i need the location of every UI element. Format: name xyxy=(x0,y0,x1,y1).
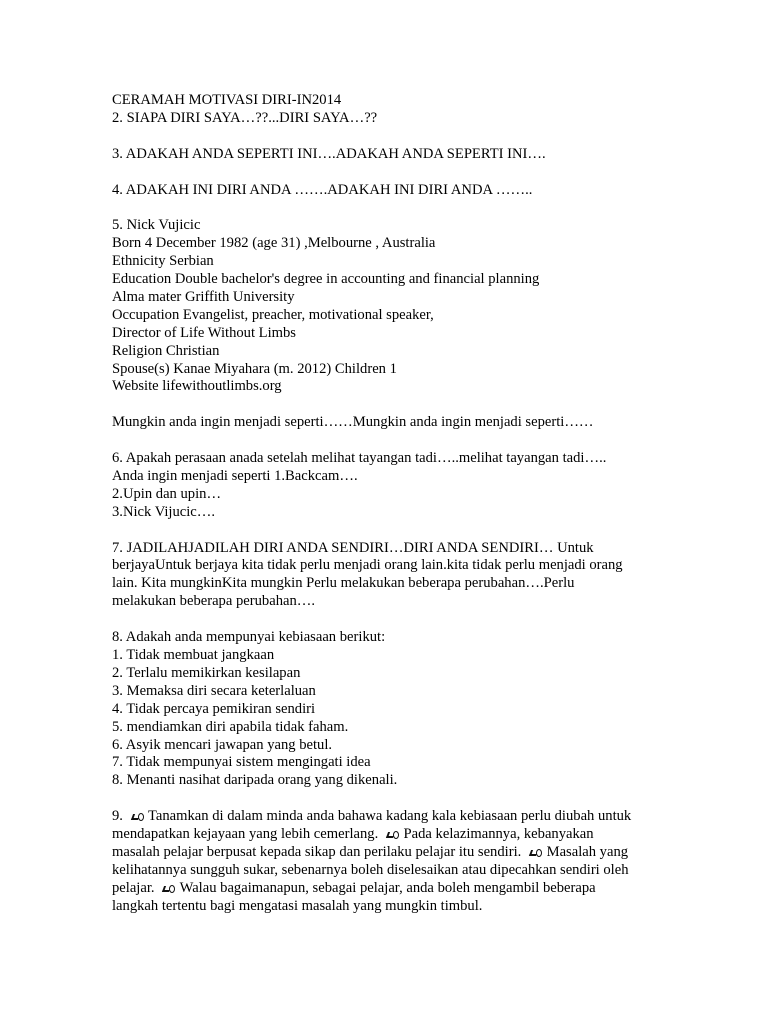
blank-line xyxy=(112,396,752,414)
list-item: 8. Menanti nasihat daripada orang yang dikenali. xyxy=(112,772,398,789)
section-9-prefix: 9. xyxy=(112,808,123,825)
section-2-text: 2. SIAPA DIRI SAYA…??...DIRI SAYA…?? xyxy=(112,109,378,126)
profile-occupation: Occupation Evangelist, preacher, motivational speaker, xyxy=(112,306,434,323)
section-7-line-4: melakukan beberapa perubahan…. xyxy=(112,593,316,610)
list-item: 2. Terlalu memikirkan kesilapan xyxy=(112,664,301,681)
section-9-text: masalah pelajar berpusat kepada sikap dan perilaku pelajar itu sendiri. xyxy=(112,843,522,860)
bullet-icon xyxy=(386,829,398,839)
section-9-text: Walau bagaimanapun, sebagai pelajar, anda boleh mengambil beberapa xyxy=(179,879,596,896)
mungkin-line: Mungkin anda ingin menjadi seperti……Mungkin anda ingin menjadi seperti…… xyxy=(112,414,594,431)
section-7 xyxy=(112,540,752,612)
document-page xyxy=(112,92,752,916)
list-item: 6. Asyik mencari jawapan yang betul. xyxy=(112,736,333,753)
bullet-icon xyxy=(131,811,143,821)
blank-line xyxy=(112,522,752,540)
section-9-line-1 xyxy=(112,808,752,826)
blank-line xyxy=(112,128,752,146)
profile-website: Website lifewithoutlimbs.org xyxy=(112,378,282,395)
section-9 xyxy=(112,808,752,915)
blank-line xyxy=(112,611,752,629)
section-9-line-3 xyxy=(112,844,752,862)
section-9-line-6: langkah tertentu bagi mengatasi masalah yang mungkin timbul. xyxy=(112,897,483,914)
section-8-heading: 8. Adakah anda mempunyai kebiasaan berikut: xyxy=(112,629,386,646)
profile-born: Born 4 December 1982 (age 31) ,Melbourne , Australia xyxy=(112,235,436,252)
blank-line xyxy=(112,199,752,217)
section-7-line-2: berjayaUntuk berjaya kita tidak perlu menjadi orang lain.kita tidak perlu menjadi orang xyxy=(112,557,623,574)
profile-spouse: Spouse(s) Kanae Miyahara (m. 2012) Children 1 xyxy=(112,360,397,377)
section-9-text: Tanamkan di dalam minda anda bahawa kadang kala kebiasaan perlu diubah untuk xyxy=(148,808,632,825)
profile-alma-mater: Alma mater Griffith University xyxy=(112,288,295,305)
section-6 xyxy=(112,450,752,522)
section-6-line-3: 2.Upin dan upin… xyxy=(112,485,222,502)
list-item: 3. Memaksa diri secara keterlaluan xyxy=(112,682,316,699)
profile-religion: Religion Christian xyxy=(112,342,220,359)
section-8 xyxy=(112,629,752,790)
section-9-text: mendapatkan kejayaan yang lebih cemerlang. xyxy=(112,826,379,843)
list-item: 7. Tidak mempunyai sistem mengingati idea xyxy=(112,754,371,771)
section-7-line-3: lain. Kita mungkinKita mungkin Perlu melakukan beberapa perubahan….Perlu xyxy=(112,575,575,592)
section-9-line-4: kelihatannya sungguh sukar, sebenarnya boleh diselesaikan atau dipecahkan sendiri oleh xyxy=(112,861,629,878)
section-6-line-2: Anda ingin menjadi seperti 1.Backcam…. xyxy=(112,467,358,484)
section-7-line-1: 7. JADILAHJADILAH DIRI ANDA SENDIRI…DIRI ANDA SENDIRI… Untuk xyxy=(112,539,594,556)
section-9-text: pelajar. xyxy=(112,879,155,896)
section-5-profile xyxy=(112,217,752,396)
document-title: CERAMAH MOTIVASI DIRI-IN2014 xyxy=(112,92,342,108)
list-item: 4. Tidak percaya pemikiran sendiri xyxy=(112,700,316,717)
blank-line xyxy=(112,164,752,182)
bullet-icon xyxy=(529,847,541,857)
list-item: 1. Tidak membuat jangkaan xyxy=(112,646,275,663)
section-3-text: 3. ADAKAH ANDA SEPERTI INI….ADAKAH ANDA SEPERTI INI…. xyxy=(112,145,546,162)
section-9-text: Pada kelazimannya, kebanyakan xyxy=(403,826,594,843)
section-9-line-5 xyxy=(112,880,752,898)
list-item: 5. mendiamkan diri apabila tidak faham. xyxy=(112,718,349,735)
section-9-line-2 xyxy=(112,826,752,844)
profile-director: Director of Life Without Limbs xyxy=(112,324,296,341)
blank-line xyxy=(112,432,752,450)
section-4-text: 4. ADAKAH INI DIRI ANDA …….ADAKAH INI DIRI ANDA …….. xyxy=(112,181,533,198)
section-9-text: Masalah yang xyxy=(546,843,629,860)
profile-heading: 5. Nick Vujicic xyxy=(112,217,201,234)
profile-education: Education Double bachelor's degree in accounting and financial planning xyxy=(112,271,540,288)
profile-ethnicity: Ethnicity Serbian xyxy=(112,253,214,270)
bullet-icon xyxy=(162,883,174,893)
blank-line xyxy=(112,790,752,808)
section-6-line-4: 3.Nick Vijucic…. xyxy=(112,503,216,520)
section-6-line-1: 6. Apakah perasaan anada setelah melihat tayangan tadi…..melihat tayangan tadi….. xyxy=(112,450,607,467)
